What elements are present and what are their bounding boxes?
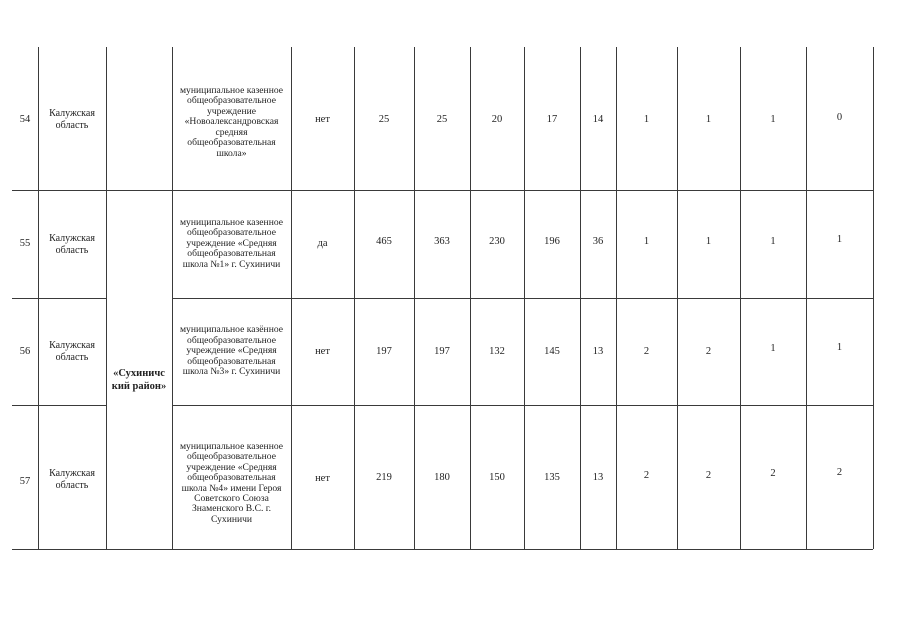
value-cell: 0 (836, 111, 843, 123)
value-cell: 2 (770, 468, 776, 480)
region-cell: Калужская область (49, 108, 95, 131)
value-cell: 135 (544, 472, 560, 484)
value-cell: 145 (544, 345, 560, 357)
flag-cell: нет (315, 473, 330, 485)
value-cell: 465 (376, 236, 392, 248)
region-cell: Калужская область (49, 233, 95, 256)
value-cell: 180 (434, 472, 450, 484)
value-cell: 1 (705, 114, 712, 126)
value-cell: 2 (705, 470, 712, 482)
value-cell: 2 (836, 467, 843, 479)
value-cell: 25 (436, 114, 448, 126)
value-cell: 1 (705, 236, 712, 248)
row-number: 57 (19, 476, 31, 488)
row-number: 55 (19, 238, 31, 250)
value-cell: 1 (643, 114, 650, 126)
value-cell: 1 (836, 342, 843, 354)
value-cell: 230 (489, 236, 505, 248)
institution-cell: муниципальное казенное общеобразовательное учреждение «Новоалександровская средняя общеобразовательная школа» (179, 85, 283, 159)
value-cell: 13 (592, 472, 604, 484)
value-cell: 1 (770, 114, 776, 126)
value-cell: 1 (770, 343, 776, 355)
value-cell: 1 (643, 236, 650, 248)
value-cell: 1 (770, 236, 776, 248)
value-cell: 196 (544, 236, 560, 248)
value-cell: 150 (489, 472, 505, 484)
flag-cell: да (317, 238, 328, 250)
value-cell: 17 (546, 114, 558, 126)
institution-cell: муниципальное казённое общеобразовательное учреждение «Средняя общеобразовательная школа №3» г. Сухиничи (179, 324, 283, 378)
value-cell: 13 (592, 345, 604, 357)
region-cell: Калужская область (49, 468, 95, 491)
region-cell: Калужская область (49, 339, 95, 363)
value-cell: 20 (491, 114, 503, 126)
value-cell: 36 (592, 236, 604, 248)
district-cell: «Сухиничс кий район» (111, 368, 167, 392)
grid-line (873, 47, 874, 549)
value-cell: 197 (434, 345, 450, 357)
value-cell: 219 (376, 472, 392, 484)
value-cell: 14 (592, 114, 604, 126)
value-cell: 25 (378, 114, 390, 126)
flag-cell: нет (315, 345, 330, 357)
row-number: 54 (19, 114, 31, 126)
value-cell: 197 (376, 345, 392, 357)
value-cell: 363 (434, 236, 450, 248)
value-cell: 2 (643, 470, 650, 482)
institution-cell: муниципальное казенное общеобразовательное учреждение «Средняя общеобразовательная школа №1» г. Сухиничи (179, 216, 283, 270)
value-cell: 2 (705, 345, 712, 357)
flag-cell: нет (315, 114, 330, 126)
institution-cell: муниципальное казенное общеобразовательное учреждение «Средняя общеобразовательная школа №4» имени Героя Советского Союза Знаменского В.С. г. Сухиничи (179, 440, 283, 525)
row-number: 56 (19, 345, 31, 357)
value-cell: 2 (643, 345, 650, 357)
value-cell: 132 (489, 345, 505, 357)
value-cell: 1 (836, 234, 843, 246)
